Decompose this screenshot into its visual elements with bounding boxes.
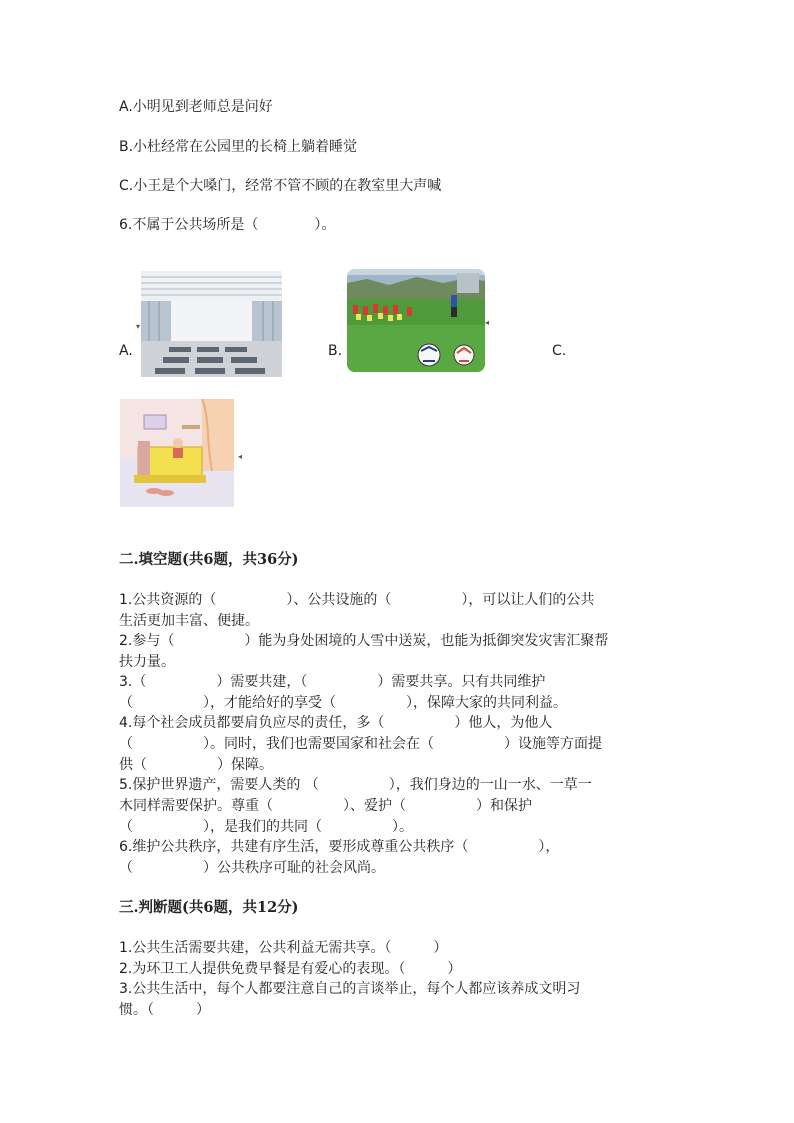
anchor-mark-a: ▾ — [136, 322, 141, 331]
judge-line-3: 3.公共生活中，每个人都要注意自己的言谈举止，每个人都应该养成文明习 — [119, 981, 581, 997]
fill-line-8: （ ）。同时，我们也需要国家和社会在（ ）设施等方面提 — [119, 736, 602, 752]
fill-line-2: 生活更加丰富、便捷。 — [119, 613, 259, 629]
fill-line-7: 4.每个社会成员都要肩负应尽的责任，多（ ）他人，为他人 — [119, 715, 553, 731]
waiting-hall-image — [141, 271, 282, 377]
fill-line-6: （ ），才能给好的享受（ ），保障大家的共同利益。 — [119, 695, 567, 711]
soccer-field-image — [347, 269, 485, 372]
fill-line-10: 5.保护世界遗产，需要人类的 （ ），我们身边的一山一水、一草一 — [119, 777, 592, 793]
judge-line-2: 2.为环卫工人提供免费早餐是有爱心的表现。（ ） — [119, 961, 462, 977]
waiting-hall-photo — [141, 271, 282, 377]
soccer-field-photo — [347, 269, 485, 372]
fill-line-12: （ ），是我们的共同（ ）。 — [119, 819, 413, 835]
anchor-mark-b: ◂ — [485, 318, 490, 327]
q6-stem: 6.不属于公共场所是（ ）。 — [119, 217, 336, 233]
judge-line-1: 1.公共生活需要共建，公共利益无需共享。（ ） — [119, 940, 448, 956]
q6-label-a: A. — [119, 343, 133, 359]
fill-line-3: 2.参与（ ）能为身处困境的人雪中送炭，也能为抵御突发灾害汇聚帮 — [119, 633, 609, 649]
q5-option-b: B.小杜经常在公园里的长椅上躺着睡觉 — [119, 139, 358, 155]
q5-option-c: C.小王是个大嗓门，经常不管不顾的在教室里大声喊 — [119, 178, 442, 194]
q6-label-b: B. — [328, 343, 343, 359]
bedroom-image — [120, 399, 234, 507]
bedroom-illustration — [120, 399, 234, 507]
fill-line-9: 供（ ）保障。 — [119, 757, 273, 773]
fill-line-4: 扶力量。 — [119, 654, 175, 670]
anchor-mark-c: ◂ — [238, 452, 243, 461]
fill-line-14: （ ）公共秩序可耻的社会风尚。 — [119, 860, 385, 876]
section-3-heading: 三.判断题(共6题，共12分) — [119, 899, 299, 916]
q6-label-c: C. — [552, 343, 567, 359]
section-2-heading: 二.填空题(共6题，共36分) — [119, 551, 299, 568]
q5-option-a: A.小明见到老师总是问好 — [119, 99, 273, 115]
fill-line-13: 6.维护公共秩序，共建有序生活，要形成尊重公共秩序（ ）， — [119, 839, 560, 855]
fill-line-5: 3.（ ）需要共建，（ ）需要共享。只有共同维护 — [119, 674, 546, 690]
fill-line-11: 木同样需要保护。尊重（ ）、爱护（ ）和保护 — [119, 798, 532, 814]
fill-line-1: 1.公共资源的（ ）、公共设施的（ ），可以让人们的公共 — [119, 592, 595, 608]
judge-line-4: 惯。（ ） — [119, 1002, 210, 1018]
